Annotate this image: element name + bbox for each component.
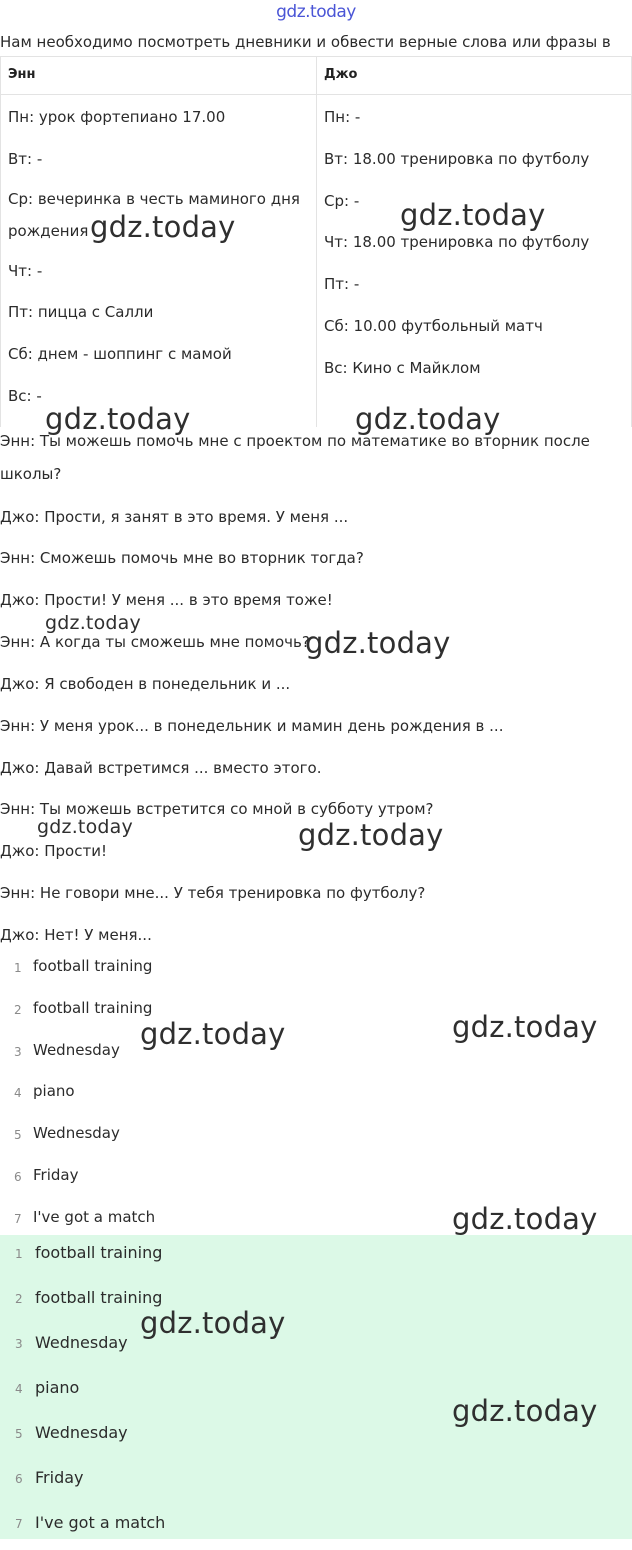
joe-day: Сб: 10.00 футбольный матч [324, 316, 543, 335]
answer-text: football training [33, 998, 153, 1017]
ann-day: Пт: пицца с Салли [8, 303, 154, 322]
answer-text: piano [33, 1082, 75, 1101]
dialog-line: Энн: Ты можешь встретится со мной в субботу утром? [0, 800, 434, 818]
answer-number: 3 [14, 1044, 22, 1059]
ann-day: Вс: - [8, 386, 42, 405]
dialog-line: Энн: Не говори мне... У тебя тренировка по футболу? [0, 884, 426, 902]
watermark: gdz.today [45, 402, 191, 436]
watermark: gdz.today [305, 626, 451, 660]
answer-text: Wednesday [33, 1124, 120, 1143]
answer-text: football training [35, 1243, 163, 1262]
answer-text: piano [35, 1378, 80, 1397]
dialog-line: Энн: А когда ты сможешь мне помочь? [0, 633, 310, 651]
answer-number: 7 [14, 1211, 22, 1226]
answer-item [0, 1460, 632, 1505]
joe-day: Пт: - [324, 275, 360, 294]
column-divider [316, 57, 317, 427]
dialog-line: Энн: У меня урок... в понедельник и мамин день рождения в ... [0, 717, 504, 735]
answer-number: 7 [15, 1517, 23, 1531]
answer-text: Wednesday [35, 1423, 128, 1442]
site-logo[interactable]: gdz.today [276, 2, 356, 22]
watermark: gdz.today [452, 1010, 598, 1044]
answer-text: Friday [35, 1468, 84, 1487]
ann-day: Сб: днем - шоппинг с мамой [8, 345, 232, 364]
ann-day: Ср: вечеринка в честь маминого дня рождения [8, 189, 300, 240]
dialog-line: Джо: Нет! У меня... [0, 926, 152, 944]
answer-number: 5 [15, 1427, 23, 1441]
answer-text: I've got a match [35, 1513, 166, 1532]
answer-number: 2 [15, 1292, 23, 1306]
answer-text: football training [33, 957, 153, 975]
answer-list-highlighted [0, 1235, 632, 1539]
ann-day: Вт: - [8, 149, 43, 168]
answer-number: 5 [14, 1128, 22, 1143]
dialog-line: Джо: Прости! У меня ... в это время тоже! [0, 591, 333, 609]
answer-item [0, 1325, 632, 1370]
answer-text: Friday [33, 1165, 79, 1184]
watermark: gdz.today [37, 816, 133, 838]
joe-day: Чт: 18.00 тренировка по футболу [324, 233, 590, 252]
header-ann: Энн [8, 67, 36, 82]
answer-text: football training [35, 1288, 163, 1307]
ann-day: Пн: урок фортепиано 17.00 [8, 108, 226, 126]
watermark: gdz.today [140, 1017, 286, 1051]
answer-item [0, 1505, 632, 1550]
ann-day: Чт: - [8, 261, 43, 280]
watermark: gdz.today [90, 210, 236, 244]
header-joe: Джо [324, 67, 358, 82]
joe-day: Пн: - [324, 108, 361, 126]
joe-day: Вс: Кино с Майклом [324, 358, 481, 377]
dialog-line: Джо: Я свободен в понедельник и ... [0, 675, 291, 693]
watermark: gdz.today [45, 612, 141, 634]
answer-number: 6 [15, 1472, 23, 1486]
task-intro: Нам необходимо посмотреть дневники и обвести верные слова или фразы в [0, 33, 611, 51]
answer-number: 1 [14, 961, 22, 975]
answer-number: 2 [14, 1002, 22, 1017]
joe-day: Ср: - [324, 191, 360, 210]
watermark: gdz.today [355, 402, 501, 436]
watermark: gdz.today [140, 1306, 286, 1340]
answer-number: 6 [14, 1169, 22, 1184]
ann-column [8, 97, 314, 418]
answer-item [0, 1074, 632, 1116]
watermark: gdz.today [400, 198, 546, 232]
watermark: gdz.today [452, 1202, 598, 1236]
watermark: gdz.today [452, 1394, 598, 1428]
answer-list [0, 949, 632, 1242]
answer-item [0, 1280, 632, 1325]
watermark: gdz.today [298, 818, 444, 852]
answer-number: 1 [15, 1247, 23, 1261]
dialog-line: Джо: Прости, я занят в это время. У меня ... [0, 508, 349, 526]
dialog-line: Энн: Сможешь помочь мне во вторник тогда? [0, 549, 364, 567]
answer-text: Wednesday [35, 1333, 128, 1352]
joe-day: Вт: 18.00 тренировка по футболу [324, 149, 590, 168]
answer-item [0, 949, 632, 991]
joe-column [324, 97, 630, 390]
answer-text: Wednesday [33, 1040, 120, 1059]
answer-item [0, 1235, 632, 1280]
answer-item [0, 1116, 632, 1158]
dialog-line: Джо: Прости! [0, 842, 107, 860]
answer-number: 4 [15, 1382, 23, 1396]
answer-item [0, 1158, 632, 1200]
answer-number: 4 [14, 1086, 22, 1101]
dialog-line: Энн: Ты можешь помочь мне с проектом по математике во вторник после школы? [0, 432, 590, 483]
dialog-line: Джо: Давай встретимся ... вместо этого. [0, 759, 322, 777]
answer-text: I've got a match [33, 1207, 156, 1226]
answer-number: 3 [15, 1337, 23, 1351]
